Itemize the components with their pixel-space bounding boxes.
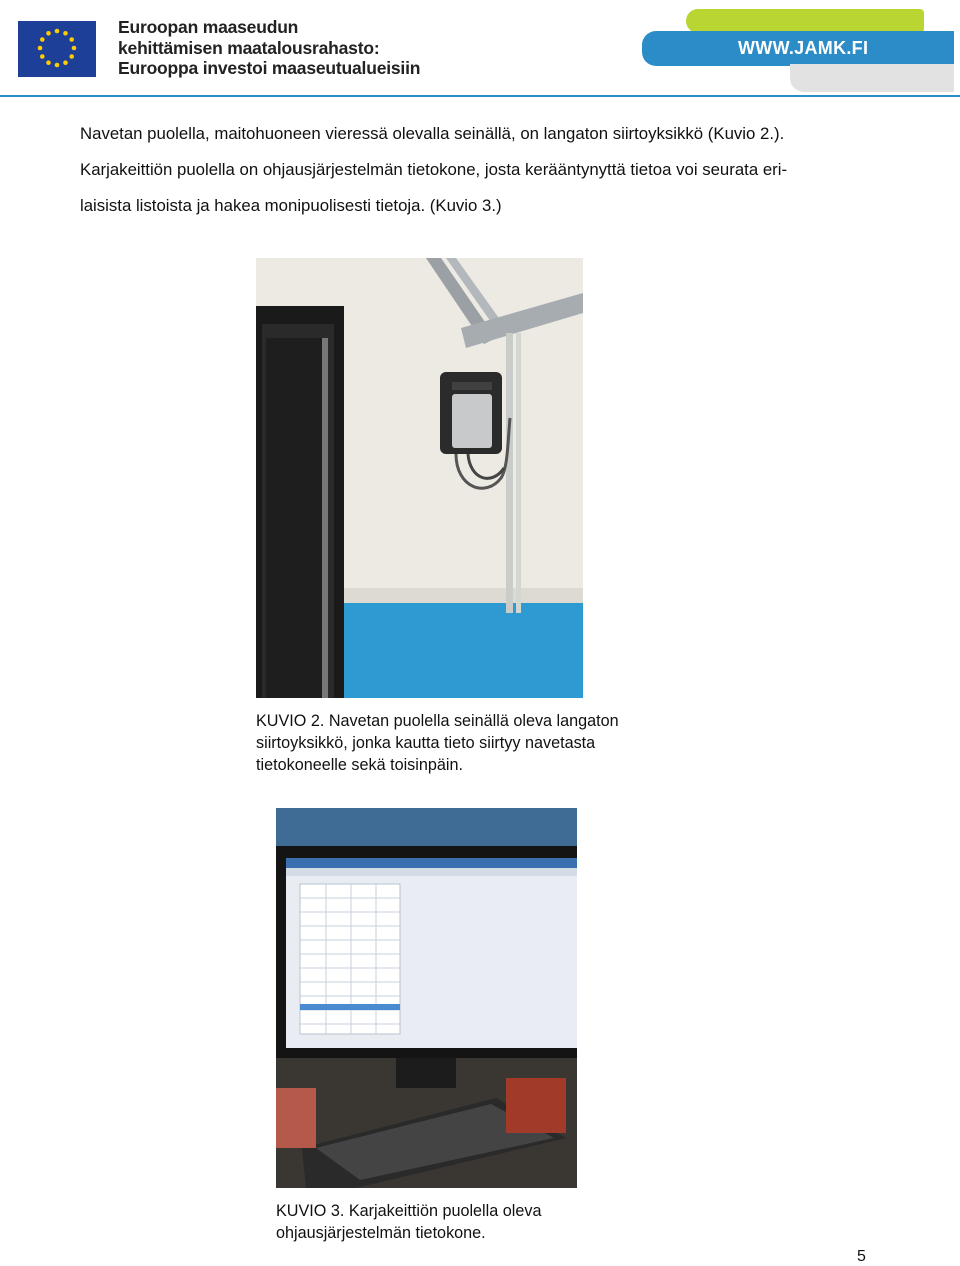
eu-line-3: Eurooppa investoi maaseutualueisiin xyxy=(118,58,421,78)
eu-flag-logo xyxy=(18,21,96,77)
page-number: 5 xyxy=(857,1248,866,1265)
body-line-3: laisista listoista ja hakea monipuolisesti tietoja. (Kuvio 3.) xyxy=(80,196,502,215)
figure-2-caption-line-2: siirtoyksikkö, jonka kautta tieto siirtyy navetasta xyxy=(256,734,596,752)
eu-line-1: Euroopan maaseudun xyxy=(118,17,299,37)
body-line-2: Karjakeittiön puolella on ohjausjärjestelmän tietokone, josta kerääntynyttä tietoa voi seurata eri- xyxy=(80,160,788,179)
figure-2-caption xyxy=(256,710,619,776)
figure-3-caption-line-1: KUVIO 3. Karjakeittiön puolella oleva xyxy=(276,1202,542,1220)
figure-3-photo xyxy=(276,808,577,1188)
body-paragraph xyxy=(80,116,880,224)
header-gray-band xyxy=(790,64,954,92)
figure-3-caption xyxy=(276,1200,541,1244)
figure-2-caption-line-1: KUVIO 2. Navetan puolella seinällä oleva langaton xyxy=(256,712,619,730)
figure-3-caption-line-2: ohjausjärjestelmän tietokone. xyxy=(276,1224,486,1242)
eu-fund-text xyxy=(118,17,420,79)
jamk-url[interactable]: WWW.JAMK.FI xyxy=(738,38,869,58)
header-green-band xyxy=(686,9,924,33)
eu-line-2: kehittämisen maatalousrahasto: xyxy=(118,37,380,58)
header-divider xyxy=(0,95,960,97)
body-line-1: Navetan puolella, maitohuoneen vieressä olevalla seinällä, on langaton siirtoyksikkö (Kuvio 2.). xyxy=(80,124,785,143)
figure-2-photo xyxy=(256,258,583,698)
figure-2-caption-line-3: tietokoneelle sekä toisinpäin. xyxy=(256,756,463,774)
